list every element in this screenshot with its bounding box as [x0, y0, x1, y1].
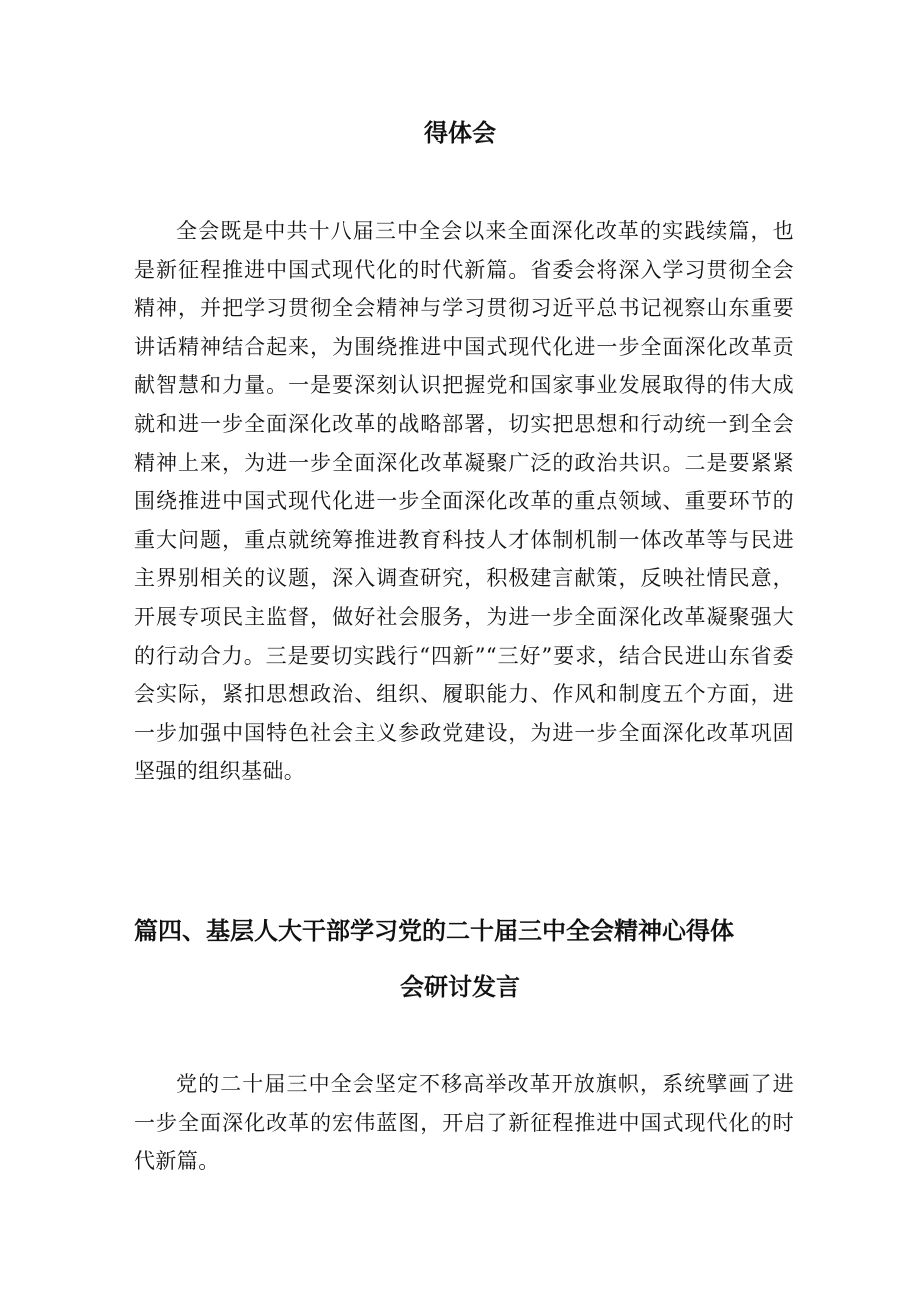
body-paragraph-2: 党的二十届三中全会坚定不移高举改革开放旗帜，系统擘画了进一步全面深化改革的宏伟蓝图，开启了新征程推进中国式现代化的时代新篇。	[134, 1072, 794, 1174]
section-4-title-line-1: 篇四、基层人大干部学习党的二十届三中全会精神心得体	[134, 917, 734, 945]
section-4-title-line-2: 会研讨发言	[400, 973, 520, 1001]
section-title-tail: 得体会	[424, 119, 496, 147]
body-paragraph-1: 全会既是中共十八届三中全会以来全面深化改革的实践续篇，也是新征程推进中国式现代化的时代新篇。省委会将深入学习贯彻全会精神，并把学习贯彻全会精神与学习贯彻习近平总书记视察山东重要讲话精神结合起来，为围绕推进中国式现代化进一步全面深化改革贡献智慧和力量。一是要深刻认识把握党和国家事业发展取得的伟大成就和进一步全面深化改革的战略部署，切实把思想和行动统一到全会精神上来，为进一步全面深化改革凝聚广泛的政治共识。二是要紧紧围绕推进中国式现代化进一步全面深化改革的重点领域、重要环节的重大问题，重点就统筹推进教育科技人才体制机制一体改革等与民进主界别相关的议题，深入调查研究，积极建言献策，反映社情民意，开展专项民主监督，做好社会服务，为进一步全面深化改革凝聚强大的行动合力。三是要切实践行“四新”“三好”要求，结合民进山东省委会实际，紧扣思想政治、组织、履职能力、作风和制度五个方面，进一步加强中国特色社会主义参政党建设，为进一步全面深化改革巩固坚强的组织基础。	[134, 219, 794, 784]
